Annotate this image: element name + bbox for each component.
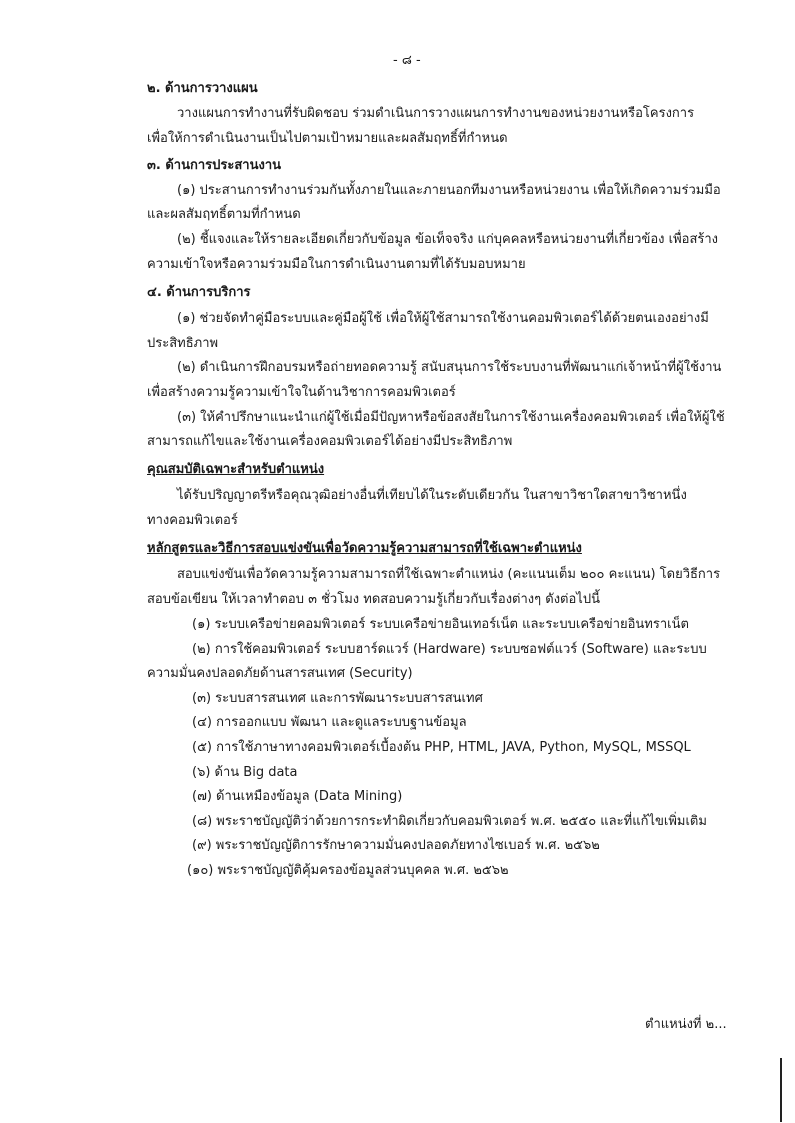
- exam-heading: หลักสูตรและวิธีการสอบแข่งขันเพื่อวัดความรู้ความสามารถที่ใช้เฉพาะตำแหน่ง: [147, 541, 582, 556]
- paragraph-line: สอบแข่งขันเพื่อวัดความรู้ความสามารถที่ใช้เฉพาะตำแหน่ง (คะแนนเต็ม ๒๐๐ คะแนน) โดยวิธีการ: [177, 567, 721, 582]
- exam-topic-item: (๒) การใช้คอมพิวเตอร์ ระบบฮาร์ดแวร์ (Hardware) ระบบซอฟต์แวร์ (Software) และระบบ: [192, 642, 707, 657]
- paragraph-line: ความเข้าใจหรือความร่วมมือในการดำเนินงานตามที่ได้รับมอบหมาย: [147, 257, 526, 272]
- exam-topic-item: (๑๐) พระราชบัญญัติคุ้มครองข้อมูลส่วนบุคคล พ.ศ. ๒๕๖๒: [187, 863, 509, 878]
- paragraph-line: และผลสัมฤทธิ์ตามที่กำหนด: [147, 207, 301, 222]
- continuation-note: ตำแหน่งที่ ๒...: [645, 1017, 727, 1032]
- paragraph-line: (๑) ช่วยจัดทำคู่มือระบบและคู่มือผู้ใช้ เพื่อให้ผู้ใช้สามารถใช้งานคอมพิวเตอร์ได้ด้วยตนเองอย่างมี: [177, 311, 709, 326]
- exam-topic-item: (๑) ระบบเครือข่ายคอมพิวเตอร์ ระบบเครือข่ายอินเทอร์เน็ต และระบบเครือข่ายอินทราเน็ต: [192, 617, 689, 632]
- exam-topic-item: (๙) พระราชบัญญัติการรักษาความมั่นคงปลอดภัยทางไซเบอร์ พ.ศ. ๒๕๖๒: [192, 838, 600, 853]
- exam-topic-item: (๖) ด้าน Big data: [192, 765, 298, 780]
- paragraph-line: (๒) ชี้แจงและให้รายละเอียดเกี่ยวกับข้อมูล ข้อเท็จจริง แก่บุคคลหรือหน่วยงานที่เกี่ยวข้อง เพื่อสร้าง: [177, 232, 719, 247]
- paragraph-line: (๑) ประสานการทำงานร่วมกันทั้งภายในและภายนอกทีมงานหรือหน่วยงาน เพื่อให้เกิดความร่วมมือ: [177, 183, 721, 198]
- paragraph-line: (๒) ดำเนินการฝึกอบรมหรือถ่ายทอดความรู้ สนับสนุนการใช้ระบบงานที่พัฒนาแก่เจ้าหน้าที่ผู้ใช้งาน: [177, 360, 722, 375]
- paragraph-line: ทางคอมพิวเตอร์: [147, 513, 238, 528]
- exam-topic-item: (๔) การออกแบบ พัฒนา และดูแลระบบฐานข้อมูล: [192, 715, 467, 730]
- paragraph-line: ได้รับปริญญาตรีหรือคุณวุฒิอย่างอื่นที่เทียบได้ในระดับเดียวกัน ในสาขาวิชาใดสาขาวิชาหนึ่ง: [177, 488, 687, 503]
- section-planning-heading: ๒. ด้านการวางแผน: [147, 81, 258, 96]
- exam-topic-item: ความมั่นคงปลอดภัยด้านสารสนเทศ (Security): [147, 666, 413, 681]
- paragraph-line: วางแผนการทำงานที่รับผิดชอบ ร่วมดำเนินการวางแผนการทำงานของหน่วยงานหรือโครงการ: [177, 106, 695, 121]
- paragraph-line: เพื่อสร้างความรู้ความเข้าใจในด้านวิชาการคอมพิวเตอร์: [147, 385, 456, 400]
- page-number: - ๘ -: [393, 53, 421, 68]
- exam-topic-item: (๕) การใช้ภาษาทางคอมพิวเตอร์เบื้องต้น PHP, HTML, JAVA, Python, MySQL, MSSQL: [192, 740, 691, 755]
- section-coordination-heading: ๓. ด้านการประสานงาน: [147, 158, 282, 173]
- paragraph-line: สามารถแก้ไขและใช้งานเครื่องคอมพิวเตอร์ได้อย่างมีประสิทธิภาพ: [147, 434, 513, 449]
- qualifications-heading: คุณสมบัติเฉพาะสำหรับตำแหน่ง: [147, 462, 325, 477]
- exam-topic-item: (๘) พระราชบัญญัติว่าด้วยการกระทำผิดเกี่ยวกับคอมพิวเตอร์ พ.ศ. ๒๕๕๐ และที่แก้ไขเพิ่มเติม: [192, 814, 707, 829]
- scan-edge-line: [780, 1058, 782, 1122]
- paragraph-line: (๓) ให้คำปรึกษาแนะนำแก่ผู้ใช้เมื่อมีปัญหาหรือข้อสงสัยในการใช้งานเครื่องคอมพิวเตอร์ เพื่อให้ผู้ใช้: [177, 410, 725, 425]
- paragraph-line: ประสิทธิภาพ: [147, 336, 219, 351]
- section-service-heading: ๔. ด้านการบริการ: [147, 285, 251, 300]
- paragraph-line: สอบข้อเขียน ให้เวลาทำตอบ ๓ ชั่วโมง ทดสอบความรู้เกี่ยวกับเรื่องต่างๆ ดังต่อไปนี้: [147, 592, 600, 607]
- paragraph-line: เพื่อให้การดำเนินงานเป็นไปตามเป้าหมายและผลสัมฤทธิ์ที่กำหนด: [147, 131, 508, 146]
- exam-topic-item: (๓) ระบบสารสนเทศ และการพัฒนาระบบสารสนเทศ: [192, 691, 483, 706]
- exam-topic-item: (๗) ด้านเหมืองข้อมูล (Data Mining): [192, 789, 403, 804]
